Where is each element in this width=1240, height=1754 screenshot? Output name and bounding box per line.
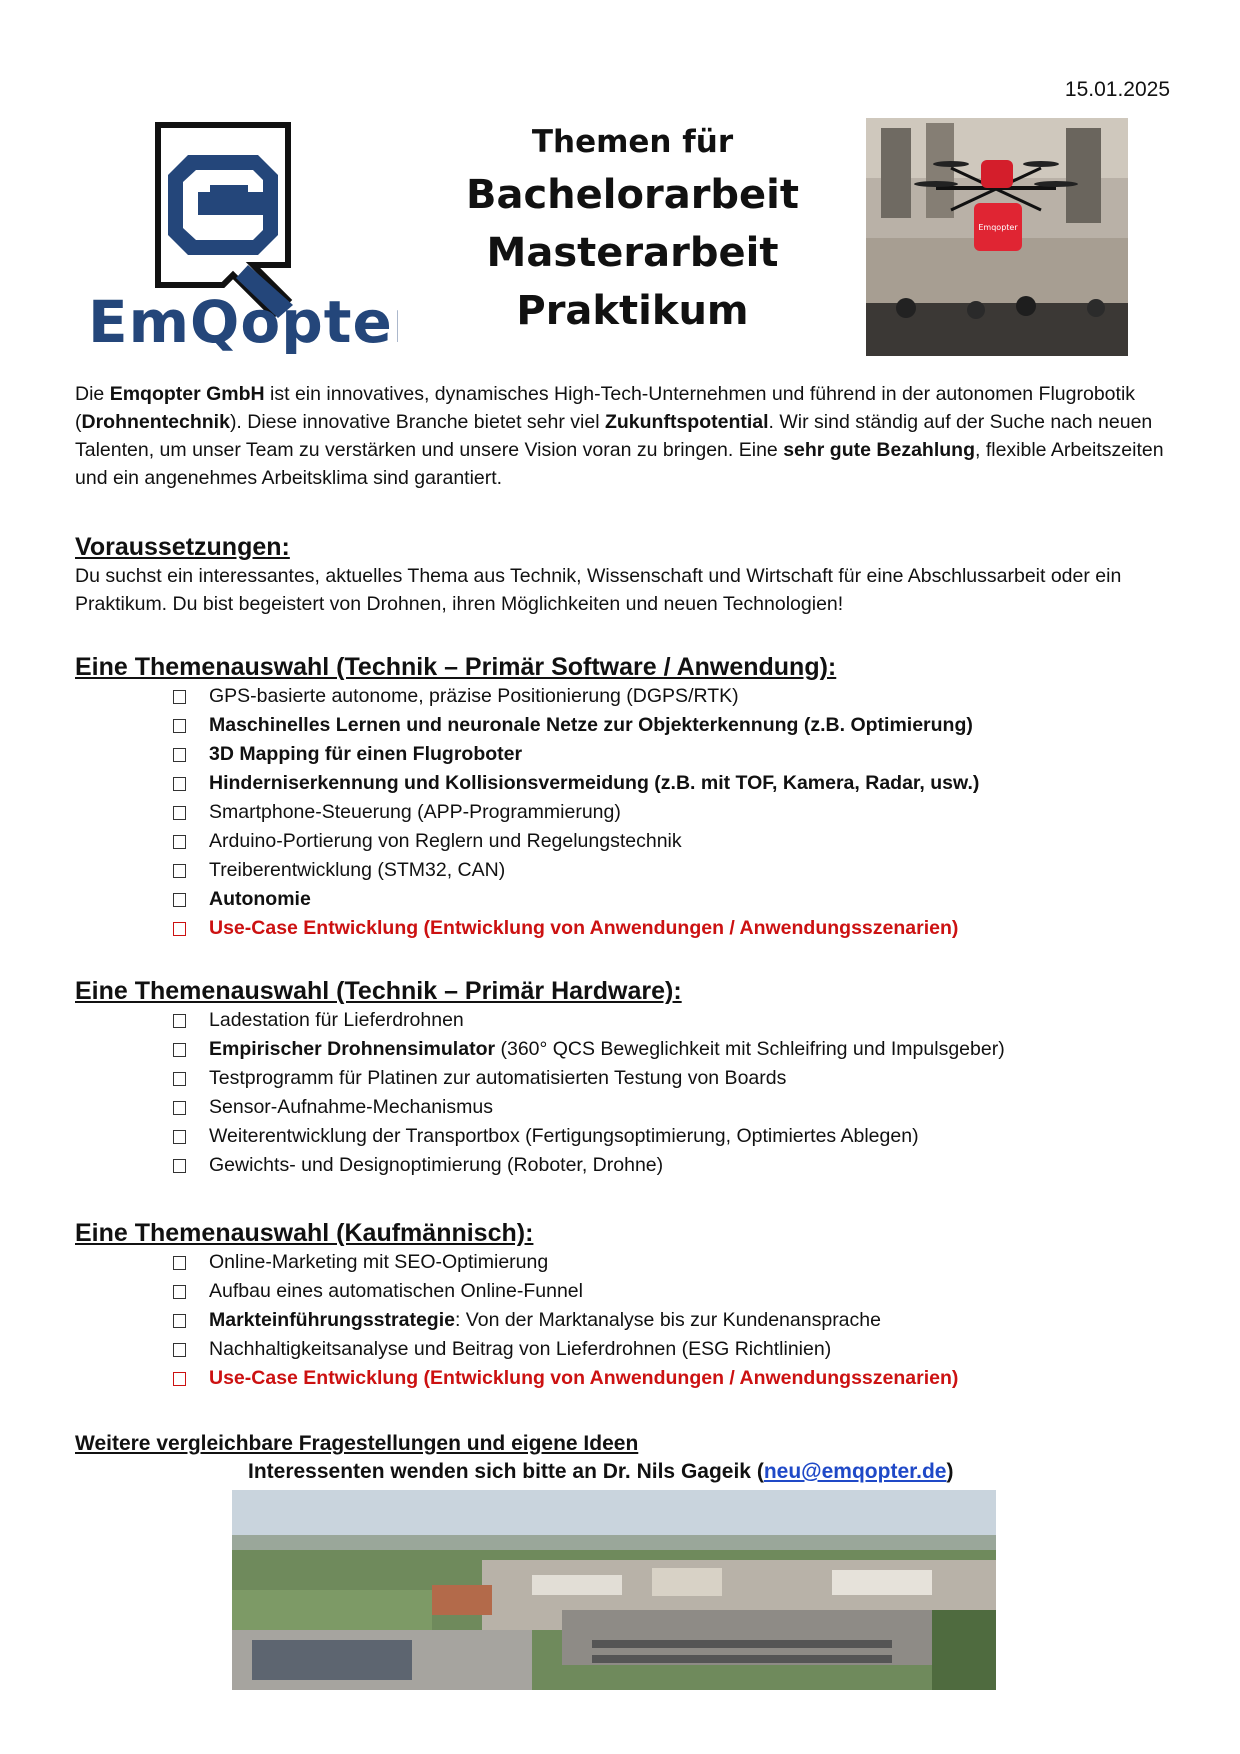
list-item[interactable]: Autonomie xyxy=(173,885,1175,914)
checkbox-icon xyxy=(173,1159,186,1173)
intro-paragraph: Die Emqopter GmbH ist ein innovatives, dynamisches High-Tech-Unternehmen und führend in der autonomen Flugrobotik (Drohnentechnik). Diese innovative Branche bietet sehr viel Zukunftspotential. Wir sind ständig auf der Suche nach neuen Talenten, um unser Team zu verstärken und unsere Vision voran zu bringen. Eine sehr gute Bezahlung, flexible Arbeitszeiten und ein angenehmes Arbeitsklima sind garantiert. xyxy=(75,383,1164,489)
list-item[interactable]: Sensor-Aufnahme-Mechanismus xyxy=(173,1093,1175,1122)
drone-photo xyxy=(866,118,1128,356)
checkbox-icon xyxy=(173,690,186,704)
drone-label: Emqopter xyxy=(978,223,1018,232)
checkbox-icon xyxy=(173,922,186,936)
checkbox-icon xyxy=(173,1072,186,1086)
list-item[interactable]: Treiberentwicklung (STM32, CAN) xyxy=(173,856,1175,885)
city-panorama-photo xyxy=(232,1490,996,1690)
list-item[interactable]: Use-Case Entwicklung (Entwicklung von Anwendungen / Anwendungsszenarien) xyxy=(173,914,1175,943)
requirements-section xyxy=(75,532,1175,618)
checkbox-icon xyxy=(173,864,186,878)
list-item[interactable]: Testprogramm für Platinen zur automatisierten Testung von Boards xyxy=(173,1064,1175,1093)
title-bachelor: Bachelorarbeit xyxy=(465,172,800,218)
title-master: Masterarbeit xyxy=(486,230,779,276)
panorama-graphic xyxy=(232,1490,996,1690)
list-item[interactable]: Maschinelles Lernen und neuronale Netze zur Objekterkennung (z.B. Optimierung) xyxy=(173,711,1175,740)
requirements-heading: Voraussetzungen: xyxy=(75,533,290,561)
checkbox-icon xyxy=(173,1014,186,1028)
checkbox-icon xyxy=(173,1256,186,1270)
checkbox-icon xyxy=(173,1130,186,1144)
list-item[interactable]: Arduino-Portierung von Reglern und Regelungstechnik xyxy=(173,827,1175,856)
checkbox-icon xyxy=(173,1343,186,1357)
requirements-text: Du suchst ein interessantes, aktuelles Thema aus Technik, Wissenschaft und Wirtschaft für eine Abschlussarbeit oder ein Praktikum. Du bist begeistert von Drohnen, ihren Möglichkeiten und neuen Technologien! xyxy=(75,565,1122,615)
company-name: Emqopter GmbH xyxy=(109,383,265,405)
checkbox-icon xyxy=(173,1314,186,1328)
logo-graphic xyxy=(88,120,398,360)
checkbox-icon xyxy=(173,1285,186,1299)
checkbox-icon xyxy=(173,1043,186,1057)
checkbox-icon xyxy=(173,1101,186,1115)
list-item[interactable]: GPS-basierte autonome, präzise Positionierung (DGPS/RTK) xyxy=(173,682,1175,711)
list-item[interactable]: Use-Case Entwicklung (Entwicklung von Anwendungen / Anwendungsszenarien) xyxy=(173,1364,1175,1393)
email-link[interactable]: neu@emqopter.de xyxy=(763,1460,947,1483)
commercial-section xyxy=(75,1218,1175,1393)
list-item[interactable]: Markteinführungsstrategie: Von der Marktanalyse bis zur Kundenansprache xyxy=(173,1306,1175,1335)
checkbox-icon xyxy=(173,748,186,762)
list-item[interactable]: Online-Marketing mit SEO-Optimierung xyxy=(173,1248,1175,1277)
software-section xyxy=(75,652,1175,943)
list-item[interactable]: 3D Mapping für einen Flugroboter xyxy=(173,740,1175,769)
checkbox-icon xyxy=(173,835,186,849)
emqopter-logo xyxy=(88,120,398,360)
list-item[interactable]: Smartphone-Steuerung (APP-Programmierung) xyxy=(173,798,1175,827)
contact-line: Interessenten wenden sich bitte an Dr. Nils Gageik (neu@emqopter.de) xyxy=(248,1460,954,1483)
logo-text: EmQopter xyxy=(88,288,398,356)
hardware-section xyxy=(75,976,1175,1180)
list-item[interactable]: Empirischer Drohnensimulator (360° QCS Beweglichkeit mit Schleifring und Impulsgeber) xyxy=(173,1035,1175,1064)
checkbox-icon xyxy=(173,806,186,820)
list-item[interactable]: Aufbau eines automatischen Online-Funnel xyxy=(173,1277,1175,1306)
title-internship: Praktikum xyxy=(516,288,749,334)
checkbox-icon xyxy=(173,893,186,907)
list-item[interactable]: Nachhaltigkeitsanalyse und Beitrag von Lieferdrohnen (ESG Richtlinien) xyxy=(173,1335,1175,1364)
checkbox-icon xyxy=(173,1372,186,1386)
list-item[interactable]: Hinderniserkennung und Kollisionsvermeidung (z.B. mit TOF, Kamera, Radar, usw.) xyxy=(173,769,1175,798)
hardware-heading: Eine Themenauswahl (Technik – Primär Hardware): xyxy=(75,977,682,1005)
drone-photo-graphic xyxy=(866,118,1128,356)
checkbox-icon xyxy=(173,777,186,791)
title-block xyxy=(440,118,825,340)
commercial-heading: Eine Themenauswahl (Kaufmännisch): xyxy=(75,1219,534,1247)
list-item[interactable]: Ladestation für Lieferdrohnen xyxy=(173,1006,1175,1035)
further-ideas: Weitere vergleichbare Fragestellungen und eigene Ideen xyxy=(75,1432,639,1455)
themes-for-title: Themen für xyxy=(531,124,734,160)
document-date: 15.01.2025 xyxy=(1064,78,1170,101)
checkbox-icon xyxy=(173,719,186,733)
list-item[interactable]: Weiterentwicklung der Transportbox (Fertigungsoptimierung, Optimiertes Ablegen) xyxy=(173,1122,1175,1151)
software-heading: Eine Themenauswahl (Technik – Primär Software / Anwendung): xyxy=(75,653,837,681)
list-item[interactable]: Gewichts- und Designoptimierung (Roboter, Drohne) xyxy=(173,1151,1175,1180)
